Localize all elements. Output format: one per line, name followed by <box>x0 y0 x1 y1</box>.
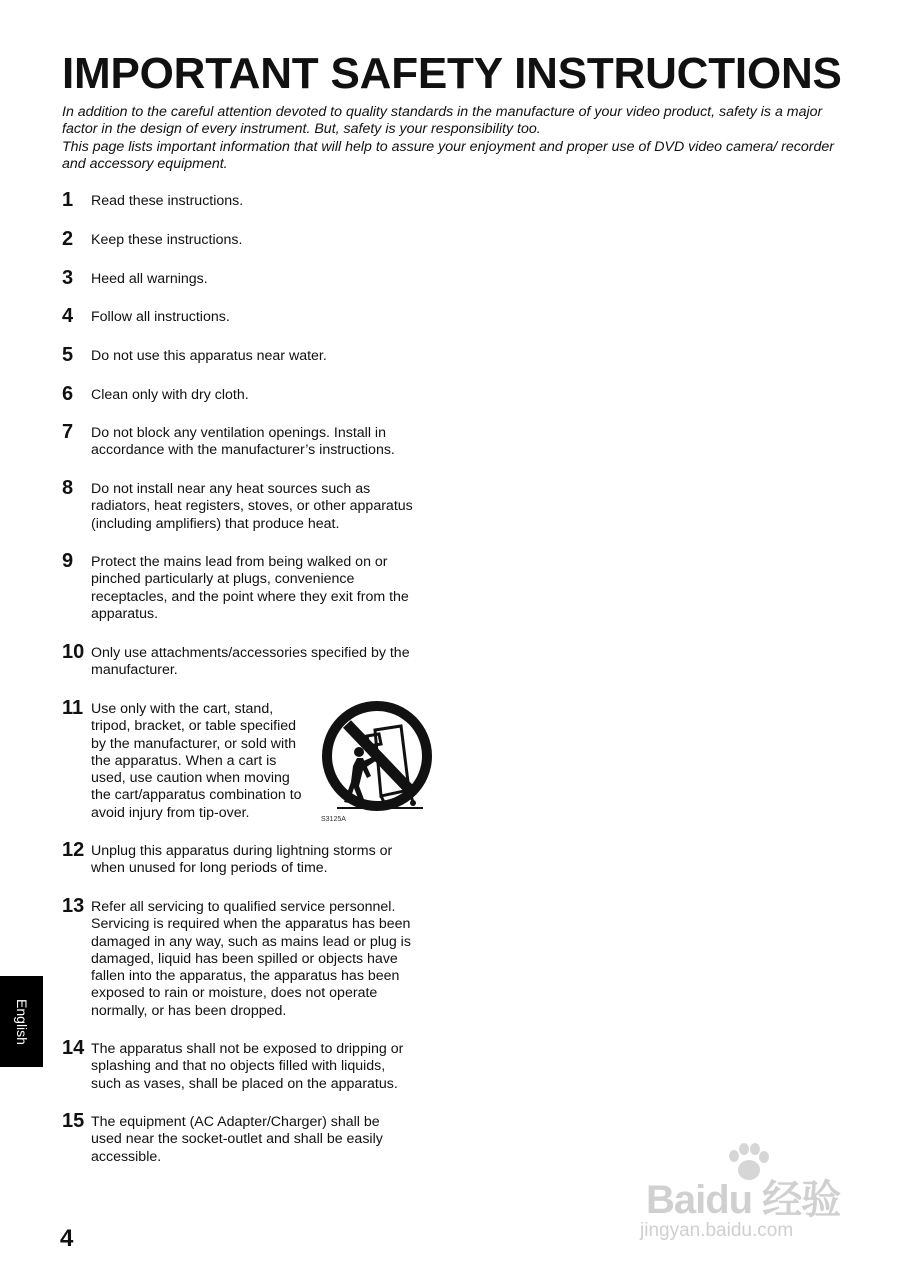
item-number: 4 <box>62 305 74 327</box>
intro-paragraph-2: This page lists important information that will help to assure your enjoyment and proper use of DVD video camera/ recorder and accessory equipment. <box>62 138 835 172</box>
item-text: Only use attachments/accessories specified by the manufacturer. <box>91 645 410 679</box>
baidu-watermark <box>638 1140 858 1250</box>
item-number: 6 <box>62 383 74 405</box>
item-number: 5 <box>62 344 74 366</box>
item-text: Unplug this apparatus during lightning storms or when unused for long periods of time. <box>91 843 393 877</box>
language-tab <box>0 976 43 1067</box>
item-number: 13 <box>62 895 85 917</box>
item-number: 12 <box>62 839 85 861</box>
cart-tip-over-warning-icon <box>315 700 433 825</box>
item-text: Heed all warnings. <box>91 271 208 287</box>
item-number: 8 <box>62 477 74 499</box>
item-text: The equipment (AC Adapter/Charger) shall be used near the socket-outlet and shall be easily accessible. <box>91 1114 383 1165</box>
item-number: 15 <box>62 1110 85 1132</box>
item-text: Follow all instructions. <box>91 309 230 325</box>
item-number: 2 <box>62 228 74 250</box>
item-text: Protect the mains lead from being walked on or pinched particularly at plugs, convenience receptacles, and the point where they exit from the apparatus. <box>91 554 409 622</box>
item-number: 11 <box>62 697 84 719</box>
language-tab-label: English <box>13 998 30 1045</box>
item-number: 10 <box>62 641 85 663</box>
item-text: Do not block any ventilation openings. Install in accordance with the manufacturer’s instructions. <box>91 425 395 459</box>
item-text: Do not use this apparatus near water. <box>91 348 327 364</box>
item-number: 9 <box>62 550 74 572</box>
item-number: 3 <box>62 267 74 289</box>
item-number: 1 <box>62 189 74 211</box>
intro-paragraph-1: In addition to the careful attention devoted to quality standards in the manufacture of your video product, safety is a major factor in the design of every instrument. But, safety is your responsibility too. <box>62 104 823 138</box>
page-title: IMPORTANT SAFETY INSTRUCTIONS <box>62 49 842 98</box>
intro-text <box>62 104 837 173</box>
item-text: Refer all servicing to qualified service personnel. Servicing is required when the apparatus has been damaged in any way, such as mains lead or plug is damaged, liquid has been spilled or objects have fallen into the apparatus, the apparatus has been exposed to rain or moisture, does not operate normally, or has been dropped. <box>91 899 411 1019</box>
watermark-brand: Baidu 经验 <box>646 1178 841 1222</box>
cart-symbol-code: S3125A <box>321 816 346 823</box>
item-text: Do not install near any heat sources such as radiators, heat registers, stoves, or other apparatus (including amplifiers) that produce heat. <box>91 481 413 532</box>
watermark-url: jingyan.baidu.com <box>640 1220 794 1241</box>
item-text: Clean only with dry cloth. <box>91 387 249 403</box>
item-text: Use only with the cart, stand, tripod, bracket, or table specified by the manufacturer, or sold with the apparatus. When a cart is used, use caution when moving the cart/apparatus combination to avoid injury from tip-over. <box>91 701 302 821</box>
item-text: Read these instructions. <box>91 193 244 209</box>
item-number: 7 <box>62 421 74 443</box>
item-text: Keep these instructions. <box>91 232 243 248</box>
item-number: 14 <box>62 1037 85 1059</box>
item-text: The apparatus shall not be exposed to dripping or splashing and that no objects filled with liquids, such as vases, shall be placed on the apparatus. <box>91 1041 404 1092</box>
page-number: 4 <box>60 1225 74 1252</box>
